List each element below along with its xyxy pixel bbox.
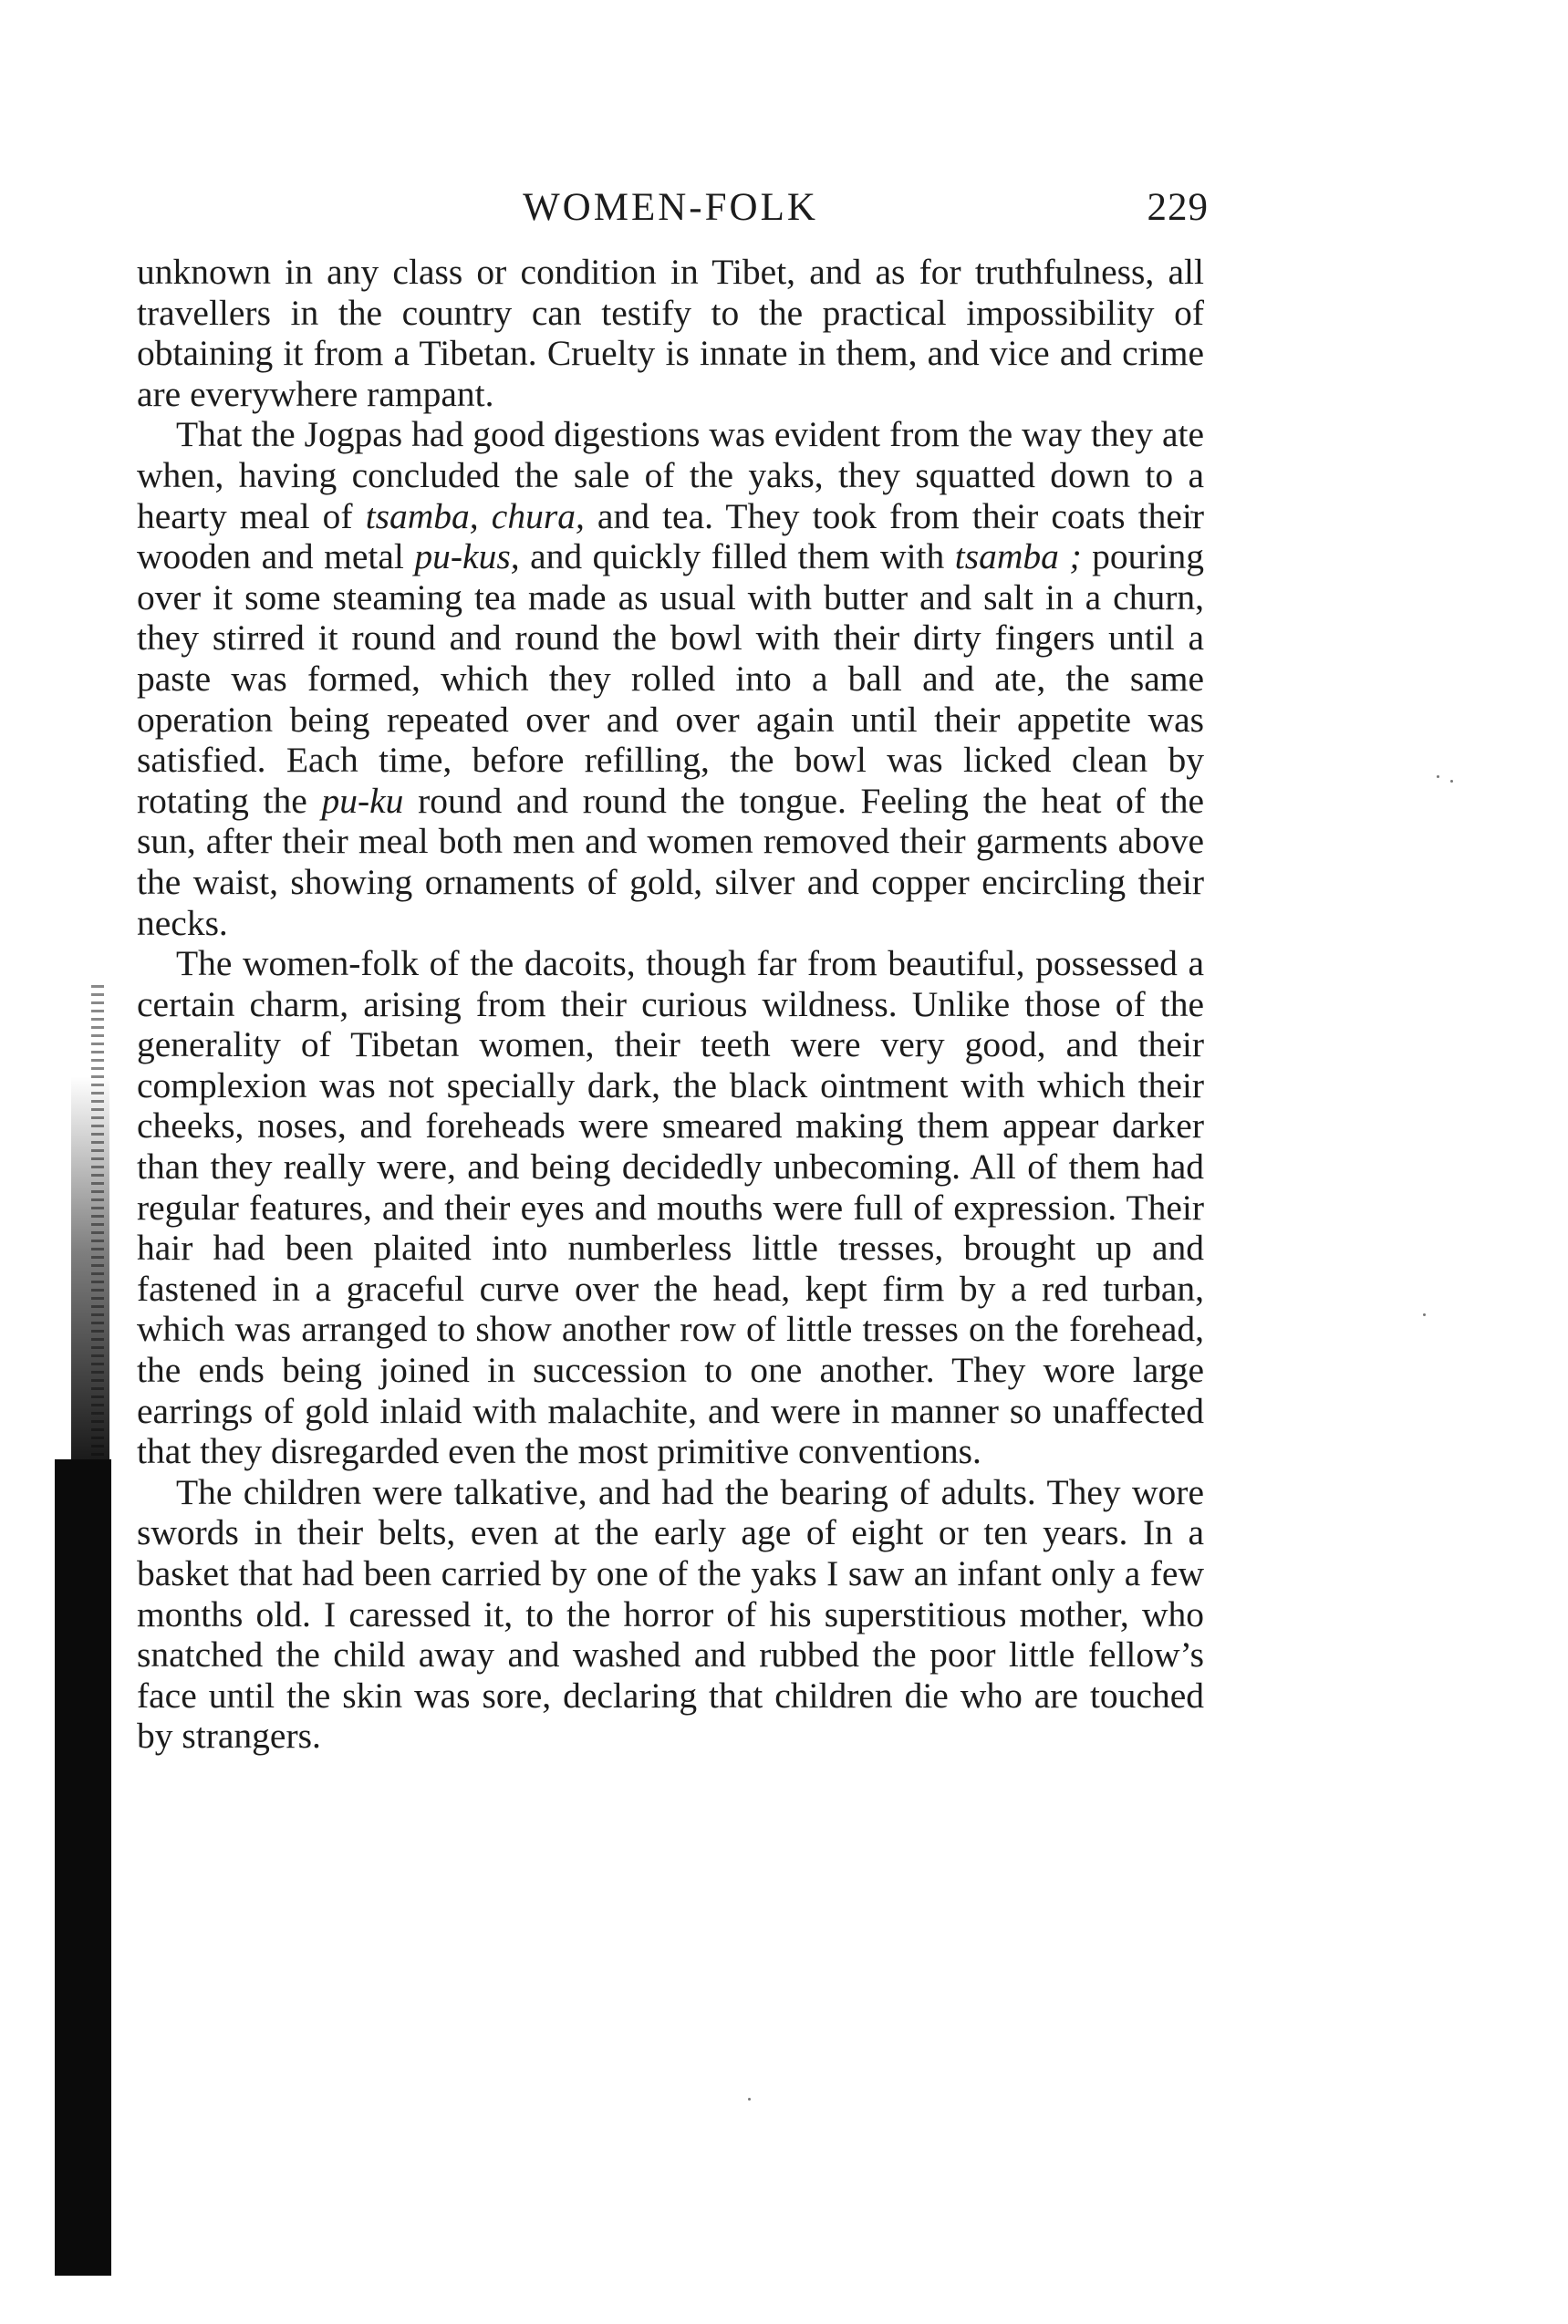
page-header — [137, 181, 1209, 235]
text-run: and quickly filled them with — [519, 536, 955, 577]
scan-speck — [748, 2098, 751, 2101]
paragraph: unknown in any class or condition in Tibet, and as for truthfulness, all travellers in the country can testify to the practical impossibility of obtaining it from a Tibetan. Cruelty is innate in them, and vice and crime are everywhere rampant. — [137, 252, 1204, 414]
page-number: 229 — [1147, 186, 1209, 229]
text-run: pouring over it some steaming tea made as usual with butter and salt in a churn, they stirred it round and round the bowl with their dirty fingers until a paste was formed, which they rolled into a ball and ate, the same operation being repeated over and over again until their appetite was satisfied. Each time, before refilling, the bowl was licked clean by rotating the — [137, 536, 1205, 821]
text-run: and tea. They took from their coats their wooden and metal — [137, 495, 1205, 577]
text-run: round and round the tongue. Feeling the heat of the sun, after their meal both men and women removed their garments above the waist, showing ornaments of gold, silver and copper encircling their necks. — [137, 780, 1204, 943]
italic-term: pu-ku — [321, 780, 404, 821]
scan-speck — [1450, 780, 1453, 783]
paragraph: The women-folk of the dacoits, though far from beautiful, possessed a certain charm, arising from their curious wildness. Unlike those of the generality of Tibetan women, their teeth were very good, and their complexion was not specially dark, the black ointment with which their cheeks, noses, and foreheads were smeared making them appear darker than they really were, and being decidedly unbecoming. All of them had regular features, and their eyes and mouths were full of expression. Their hair had been plaited into numberless little tresses, brought up and fastened in a graceful curve over the head, kept firm by a red turban, which was arranged to show another row of little tresses on the forehead, the ends being joined in succession to one another. They wore large earrings of gold inlaid with malachite, and were in manner so unaffected that they disregarded even the most primitive conventions. — [137, 943, 1204, 1472]
scan-speck — [1423, 1313, 1426, 1316]
scan-speck — [1437, 775, 1439, 778]
italic-term: tsamba, chura, — [365, 495, 585, 536]
scan-gutter-shadow-fade — [71, 1076, 109, 1468]
italic-term: pu-kus, — [414, 536, 520, 577]
paragraph — [137, 414, 1204, 943]
text-run: That the Jogpas had good digestions was evident from the way they ate when, having concluded the sale of the yaks, they squatted down to a hearty meal of — [137, 414, 1204, 536]
scan-gutter-shadow — [55, 1459, 111, 2276]
italic-term: tsamba ; — [954, 536, 1082, 577]
running-head: WOMEN-FOLK — [523, 186, 818, 229]
paragraph: The children were talkative, and had the bearing of adults. They wore swords in their belts, even at the early age of eight or ten years. In a basket that had been carried by one of the yaks I saw an infant only a few months old. I caressed it, to the horror of his superstitious mother, who snatched the child away and washed and rubbed the poor little fellow’s face until the skin was sore, declaring that children die who are touched by strangers. — [137, 1471, 1204, 1757]
body-text — [137, 252, 1204, 1757]
